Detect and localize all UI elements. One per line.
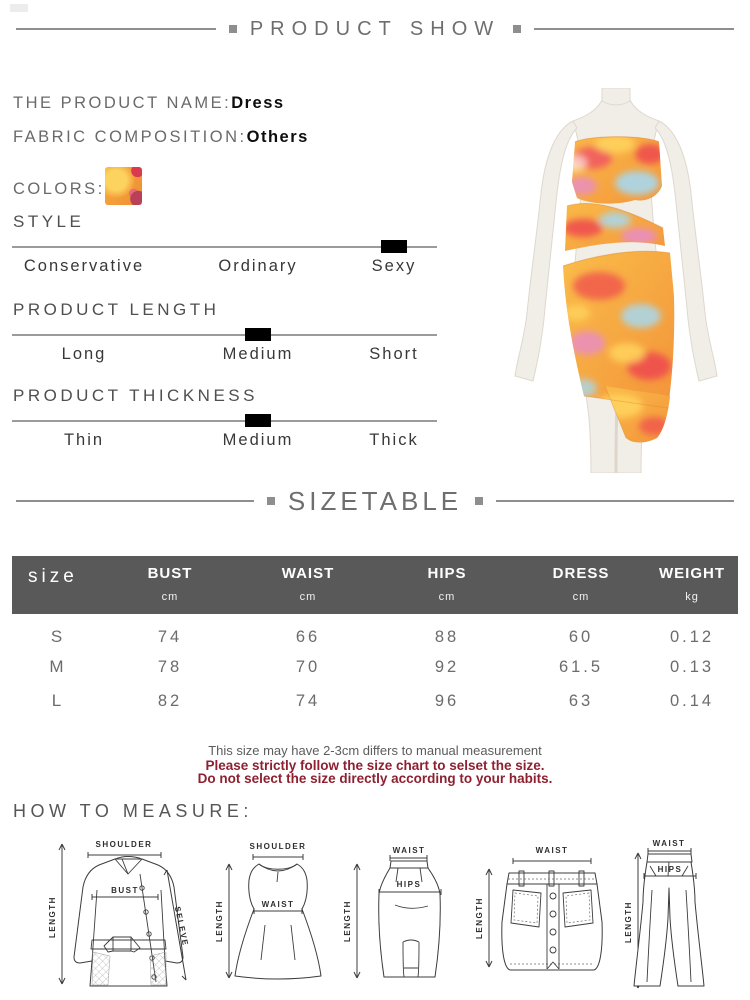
product-name-value: Dress	[231, 94, 285, 112]
table-cell: M	[49, 657, 65, 676]
divider-line	[16, 28, 216, 30]
measure-label: LENGTH	[343, 900, 352, 942]
table-cell: 0.12	[669, 627, 715, 646]
size-table-header	[12, 556, 738, 614]
col-label: HIPS	[427, 565, 467, 582]
selected-option-marker	[245, 328, 271, 341]
col-header-waist	[238, 556, 378, 614]
option-conservative: Conservative	[23, 257, 145, 275]
table-cell: S	[50, 627, 64, 646]
table-cell: 78	[157, 657, 183, 676]
measure-label: LENGTH	[215, 900, 224, 942]
attribute-thickness	[0, 386, 450, 452]
col-label: WEIGHT	[659, 565, 725, 582]
table-cell: 74	[295, 691, 321, 710]
table-cell: 66	[295, 627, 321, 646]
measure-label: SELEVE	[172, 905, 191, 948]
col-header-bust	[102, 556, 238, 614]
product-name-row	[13, 94, 285, 113]
how-to-measure-figures	[0, 830, 750, 1000]
fabric-value: Others	[246, 128, 309, 146]
col-header-weight	[646, 556, 738, 614]
table-cell: L	[51, 691, 63, 710]
option-thick: Thick	[369, 431, 419, 449]
col-label: DRESS	[552, 565, 610, 582]
col-header-dress	[516, 556, 646, 614]
decorative-mark	[10, 4, 28, 12]
how-to-measure-title: HOW TO MEASURE:	[13, 801, 253, 821]
attribute-scale-line	[12, 246, 437, 248]
measure-pants-figure	[624, 839, 704, 988]
col-unit: cm	[161, 591, 179, 603]
fabric-row	[13, 128, 309, 147]
option-ordinary: Ordinary	[218, 257, 298, 275]
col-label: BUST	[147, 565, 193, 582]
color-swatch	[105, 167, 142, 205]
fabric-label: FABRIC COMPOSITION:	[13, 128, 247, 146]
section-title-sizetable: SIZETABLE	[287, 485, 463, 516]
square-bullet-icon	[475, 497, 483, 505]
size-warning-2: Do not select the size directly according to your habits.	[197, 771, 553, 786]
measure-label: LENGTH	[475, 897, 484, 939]
size-warning-1: Please strictly follow the size chart to selset the size.	[205, 758, 545, 773]
colors-label: COLORS:	[13, 180, 105, 198]
table-cell: 96	[434, 691, 460, 710]
option-short: Short	[369, 345, 419, 363]
measure-label: WAIST	[392, 846, 426, 855]
product-photo	[487, 88, 745, 473]
option-medium: Medium	[222, 431, 294, 449]
option-long: Long	[61, 345, 107, 363]
attribute-label: PRODUCT THICKNESS	[13, 386, 258, 405]
selected-option-marker	[245, 414, 271, 427]
option-sexy: Sexy	[371, 257, 417, 275]
measurement-note: This size may have 2-3cm differs to manual measurement	[208, 743, 542, 758]
table-cell: 0.13	[669, 657, 715, 676]
measure-jacket-figure	[48, 840, 190, 986]
option-medium: Medium	[222, 345, 294, 363]
measure-label: WAIST	[261, 900, 295, 909]
attribute-label: STYLE	[13, 212, 85, 231]
table-cell: 82	[157, 691, 183, 710]
measure-label: WAIST	[535, 846, 569, 855]
table-cell: 70	[295, 657, 321, 676]
col-header-size: size	[28, 566, 78, 587]
col-unit: cm	[438, 591, 456, 603]
col-unit: cm	[299, 591, 317, 603]
divider-line	[534, 28, 734, 30]
size-table	[12, 556, 738, 716]
divider-line	[16, 500, 254, 502]
attribute-scale-line	[12, 420, 437, 422]
table-cell: 92	[434, 657, 460, 676]
section-header-sizetable	[0, 483, 750, 519]
measure-label: SHOULDER	[249, 842, 307, 851]
section-header-product-show	[0, 14, 750, 44]
measure-label: SHOULDER	[95, 840, 153, 849]
size-row-m	[12, 652, 738, 682]
square-bullet-icon	[267, 497, 275, 505]
square-bullet-icon	[229, 25, 237, 33]
col-unit: cm	[572, 591, 590, 603]
divider-line	[496, 500, 734, 502]
dress-print	[547, 118, 687, 448]
measure-label: HIPS	[657, 865, 683, 874]
square-bullet-icon	[513, 25, 521, 33]
section-title-product-show: PRODUCT SHOW	[249, 17, 501, 40]
product-name-label: THE PRODUCT NAME:	[13, 94, 232, 112]
measure-label: WAIST	[652, 839, 686, 848]
measure-label: BUST	[111, 886, 139, 895]
attribute-scale-line	[12, 334, 437, 336]
measure-label: LENGTH	[624, 901, 633, 943]
table-cell: 88	[434, 627, 460, 646]
table-cell: 0.14	[669, 691, 715, 710]
col-unit: kg	[685, 591, 699, 603]
size-table-body	[12, 614, 738, 716]
attribute-label: PRODUCT LENGTH	[13, 300, 220, 319]
attribute-style	[0, 212, 450, 278]
measure-label: LENGTH	[48, 896, 57, 938]
selected-option-marker	[381, 240, 407, 253]
size-row-l	[12, 686, 738, 716]
measure-midi-skirt-figure	[343, 846, 441, 978]
col-header-hips	[378, 556, 516, 614]
table-cell: 60	[568, 627, 594, 646]
attribute-length	[0, 300, 450, 366]
table-cell: 61.5	[558, 657, 604, 676]
measure-mini-skirt-figure	[475, 846, 602, 970]
colors-row	[13, 180, 105, 199]
size-row-s	[12, 622, 738, 652]
table-cell: 74	[157, 627, 183, 646]
option-thin: Thin	[63, 431, 105, 449]
measure-label: HIPS	[396, 880, 422, 889]
table-cell: 63	[568, 691, 594, 710]
col-label: WAIST	[281, 565, 335, 582]
measure-dress-figure	[215, 842, 321, 979]
